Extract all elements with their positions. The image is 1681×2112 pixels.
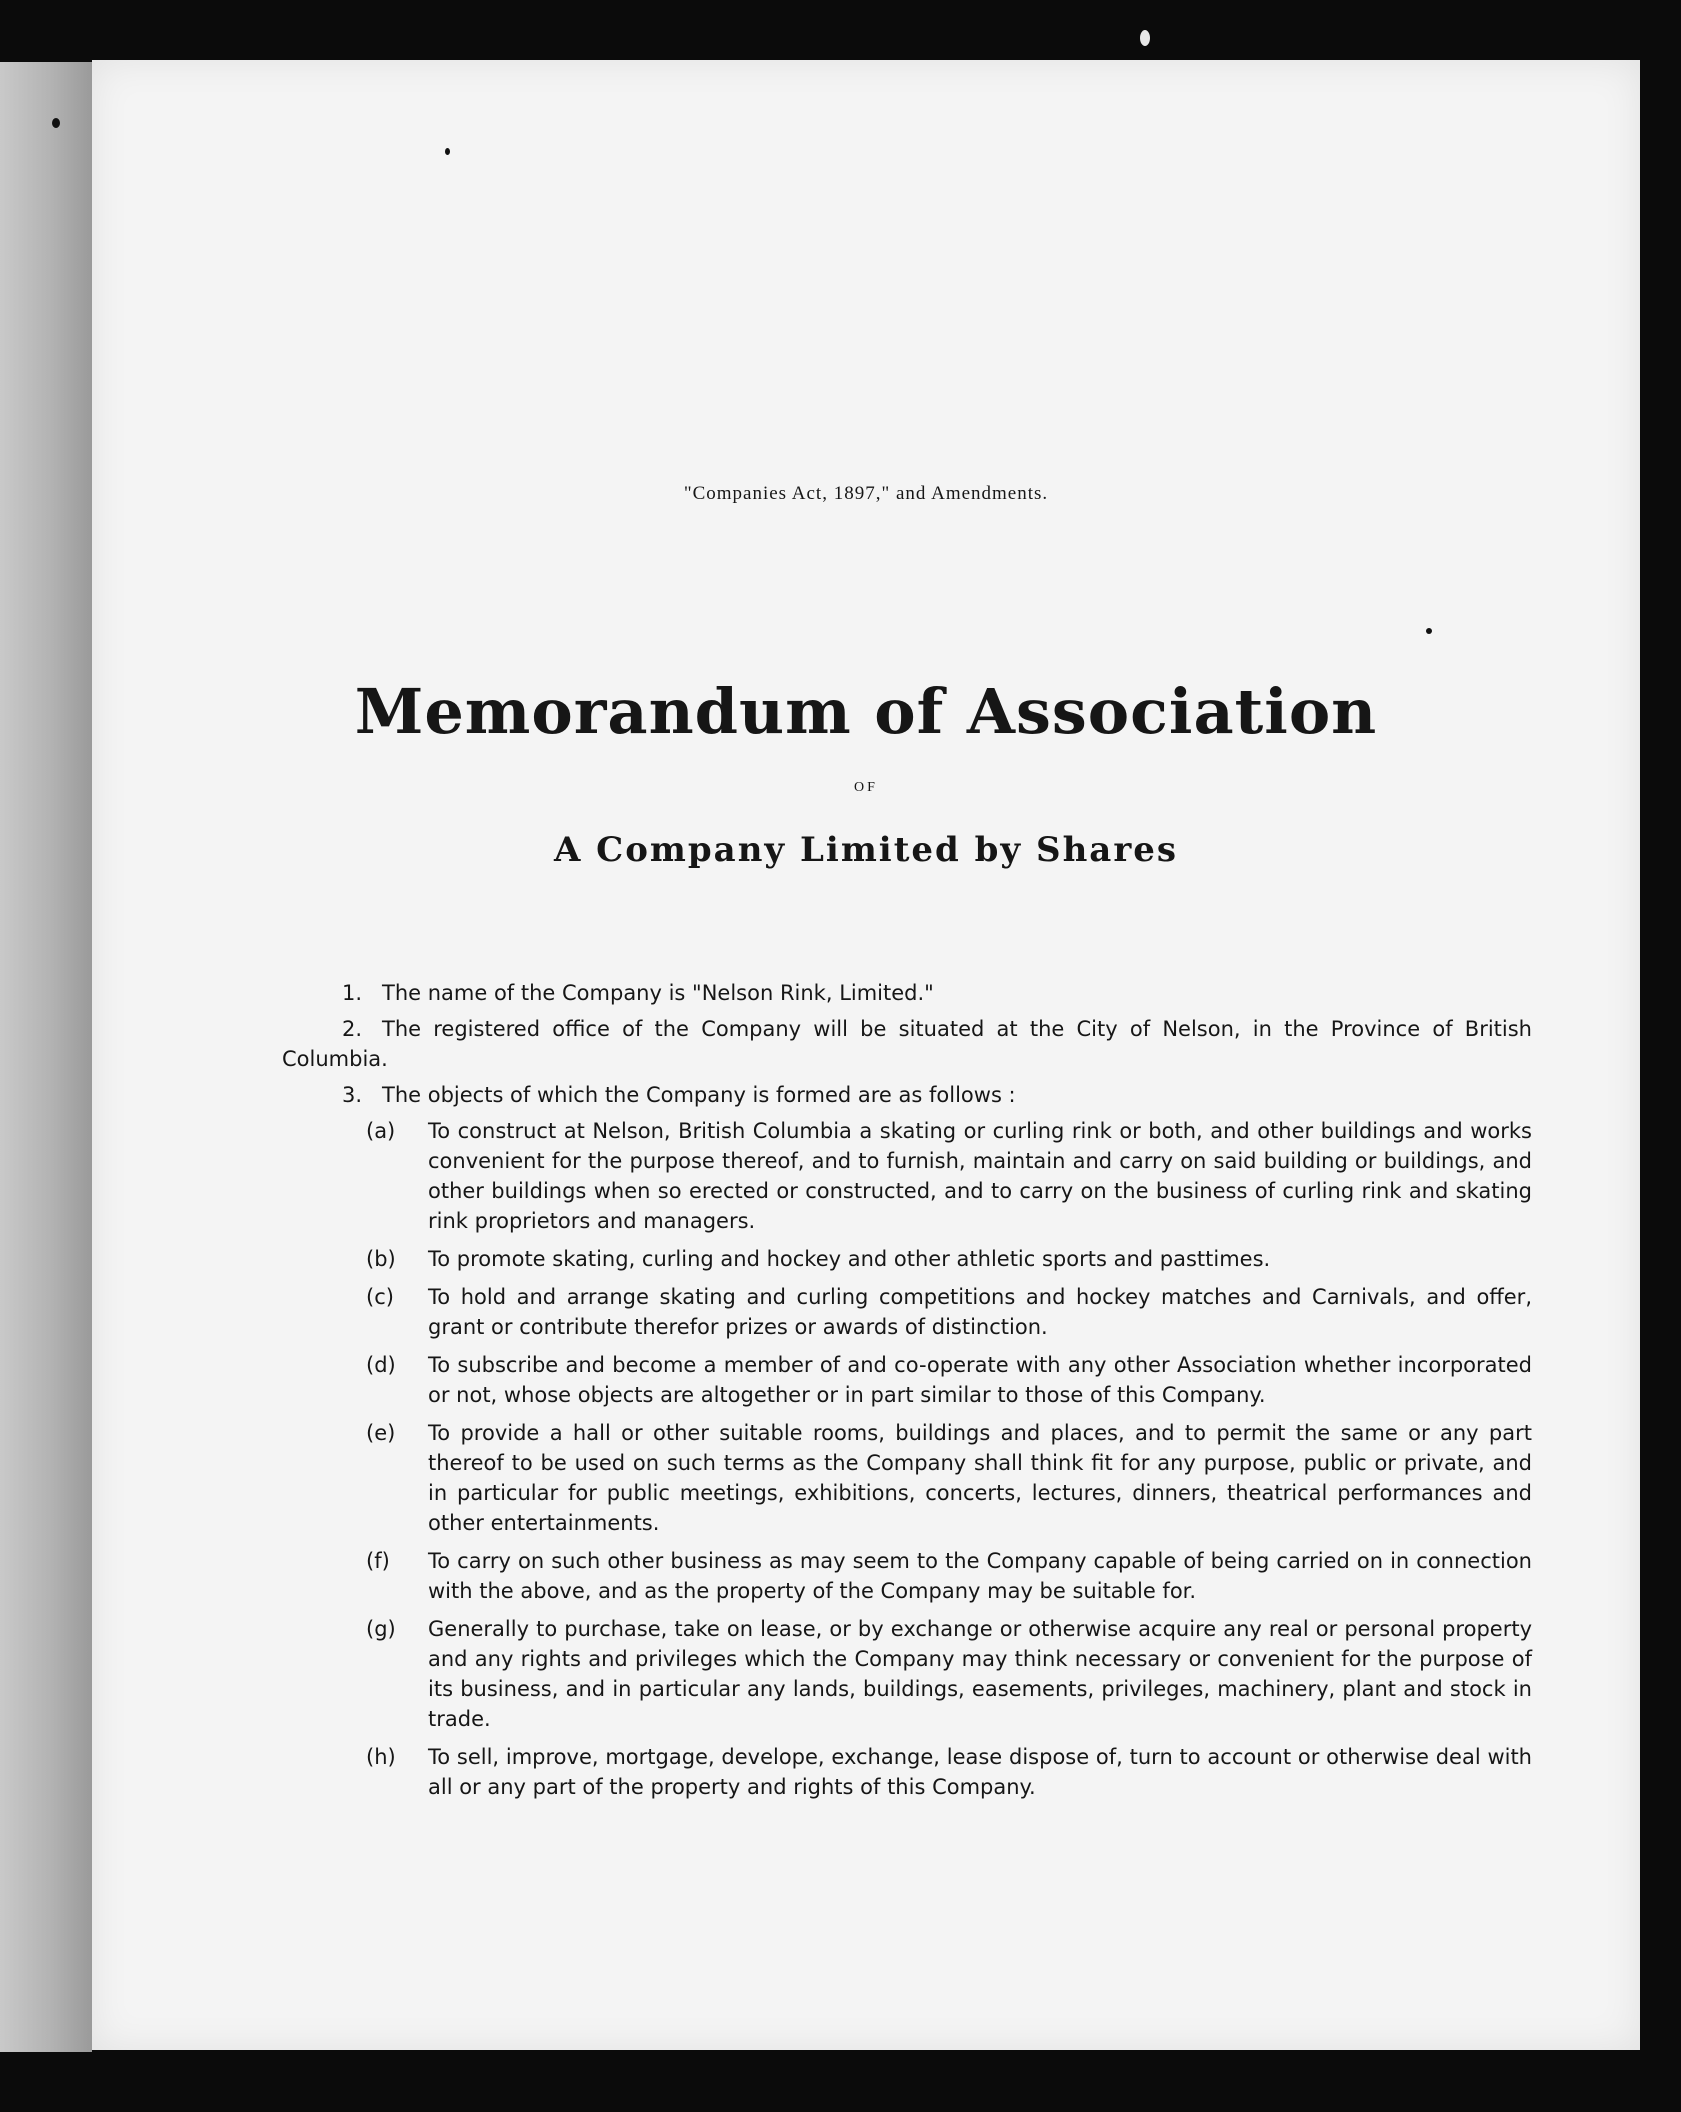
object-marker: (d)	[366, 1353, 396, 1377]
object-a	[282, 1116, 1532, 1236]
clause-2	[282, 1014, 1532, 1074]
object-c	[282, 1282, 1532, 1342]
clause-1	[282, 978, 1532, 1008]
clause-text: The registered office of the Company will be situated at the City of Nelson, in the Province of British Columbia.	[282, 1017, 1532, 1071]
object-marker: (h)	[366, 1745, 396, 1769]
clause-number: 3.	[342, 1083, 363, 1107]
object-text: To provide a hall or other suitable rooms, buildings and places, and to permit the same or any part thereof to be used on such terms as the Company shall think fit for any purpose, public or private, and in particular for public meetings, exhibitions, concerts, lectures, dinners, theatrical performances and other entertainments.	[428, 1421, 1532, 1535]
act-reference-line: "Companies Act, 1897," and Amendments.	[683, 483, 1049, 504]
document-subtitle: A Company Limited by Shares	[553, 830, 1179, 870]
ink-speck	[1426, 628, 1432, 634]
object-text: Generally to purchase, take on lease, or by exchange or otherwise acquire any real or personal property and any rights and privileges which the Company may think necessary or convenient for the purpose of its business, and in particular any lands, buildings, easements, privileges, machinery, plant and stock in trade.	[428, 1617, 1532, 1731]
object-d	[282, 1350, 1532, 1410]
document-title: Memorandum of Association	[354, 675, 1378, 748]
object-text: To sell, improve, mortgage, develope, exchange, lease dispose of, turn to account or otherwise deal with all or any part of the property and rights of this Company.	[428, 1745, 1532, 1799]
object-marker: (c)	[366, 1285, 394, 1309]
title-connector: OF	[854, 780, 878, 795]
object-b	[282, 1244, 1532, 1274]
clause-text: The name of the Company is "Nelson Rink, Limited."	[382, 981, 934, 1005]
clause-number: 1.	[342, 981, 363, 1005]
ink-speck	[52, 118, 60, 128]
paper-sheet	[92, 60, 1640, 2050]
clause-text: The objects of which the Company is formed are as follows :	[382, 1083, 1016, 1107]
object-h	[282, 1742, 1532, 1802]
object-marker: (f)	[366, 1549, 390, 1573]
memorandum-body	[282, 978, 1532, 1810]
object-text: To construct at Nelson, British Columbia a skating or curling rink or both, and other buildings and works convenient for the purpose thereof, and to furnish, maintain and carry on said building or buildings, and other buildings when so erected or constructed, and to carry on the business of curling rink and skating rink proprietors and managers.	[428, 1119, 1532, 1233]
object-marker: (e)	[366, 1421, 396, 1445]
document	[92, 60, 1640, 2050]
scanner-edge-strip	[0, 62, 92, 2052]
object-text: To carry on such other business as may seem to the Company capable of being carried on in connection with the above, and as the property of the Company may be suitable for.	[428, 1549, 1532, 1603]
object-e	[282, 1418, 1532, 1538]
ink-speck	[445, 148, 450, 155]
ink-speck	[1140, 30, 1150, 46]
object-f	[282, 1546, 1532, 1606]
object-text: To promote skating, curling and hockey and other athletic sports and pasttimes.	[428, 1247, 1271, 1271]
clause-number: 2.	[342, 1017, 363, 1041]
object-g	[282, 1614, 1532, 1734]
object-marker: (b)	[366, 1247, 396, 1271]
object-marker: (a)	[366, 1119, 396, 1143]
object-text: To subscribe and become a member of and co-operate with any other Association whether incorporated or not, whose objects are altogether or in part similar to those of this Company.	[428, 1353, 1532, 1407]
object-marker: (g)	[366, 1617, 396, 1641]
clause-3	[282, 1080, 1532, 1110]
object-text: To hold and arrange skating and curling competitions and hockey matches and Carnivals, and offer, grant or contribute therefor prizes or awards of distinction.	[428, 1285, 1532, 1339]
